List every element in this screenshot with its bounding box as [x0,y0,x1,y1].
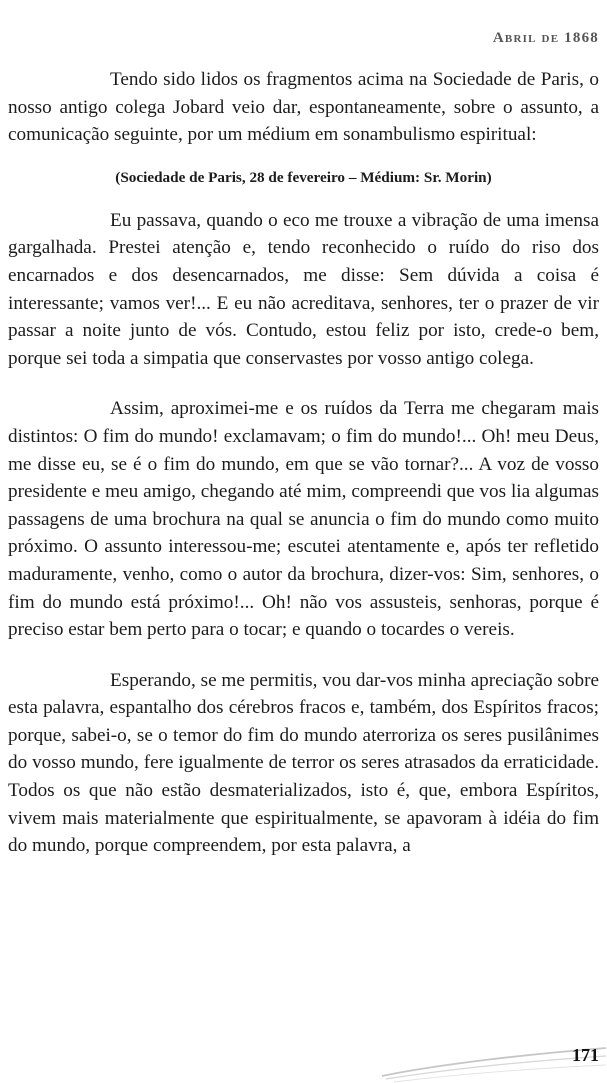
body-text [8,66,599,860]
page-footer [380,1020,607,1083]
running-header: Abril de 1868 [492,30,599,46]
paragraph-1: Tendo sido lidos os fragmentos acima na Sociedade de Paris, o nosso antigo colega Jobard veio dar, espontaneamente, sobre o assunto, a comunicação seguinte, por um médium em sonambulismo espiritual: [8,69,599,146]
page-number: 171 [572,1045,599,1065]
source-line: (Sociedade de Paris, 28 de fevereiro – Médium: Sr. Morin) [115,168,492,186]
paragraph-4: Esperando, se me permitis, vou dar-vos minha apreciação sobre esta palavra, espantalho dos cérebros fracos e, também, dos Espíritos fracos; porque, sabei-o, se o temor do fim do mundo aterroriza os seres pusilânimes do vosso mundo, fere igualmente de terror os seres atrasados da erraticidade. Todos os que não estão desmaterializados, isto é, que, embora Espíritos, vivem mais materialmente que espiritualmente, se apavoram à idéia do fim do mundo, porque compreendem, por esta palavra, a [8,669,599,857]
paragraph-2: Eu passava, quando o eco me trouxe a vibração de uma imensa gargalhada. Prestei atenção e, tendo reconhecido o ruído do riso dos encarnados e dos desencarnados, me disse: Sem dúvida a coisa é interessante; vamos ver!... E eu não acreditava, senhores, ter o prazer de vir passar a noite junto de vós. Contudo, estou feliz por isto, crede-o bem, porque sei toda a simpatia que conservastes por vosso antigo colega. [8,209,599,369]
paragraph-3: Assim, aproximei-me e os ruídos da Terra me chegaram mais distintos: O fim do mundo! exclamavam; o fim do mundo!... Oh! meu Deus, me disse eu, se é o fim do mundo, em que se vão tornar?... A voz de vosso presidente e meu amigo, chegando até mim, compreendi que vos lia algumas passagens de uma brochura na qual se anuncia o fim do mundo como muito próximo. O assunto interessou-me; escutei atentamente e, após ter refletido maduramente, venho, como o autor da brochura, dizer-vos: Sim, senhores, o fim do mundo está próximo!... Oh! não vos assusteis, senhoras, porque é preciso estar bem perto para o tocar; e quando o tocardes o vereis. [8,398,599,641]
